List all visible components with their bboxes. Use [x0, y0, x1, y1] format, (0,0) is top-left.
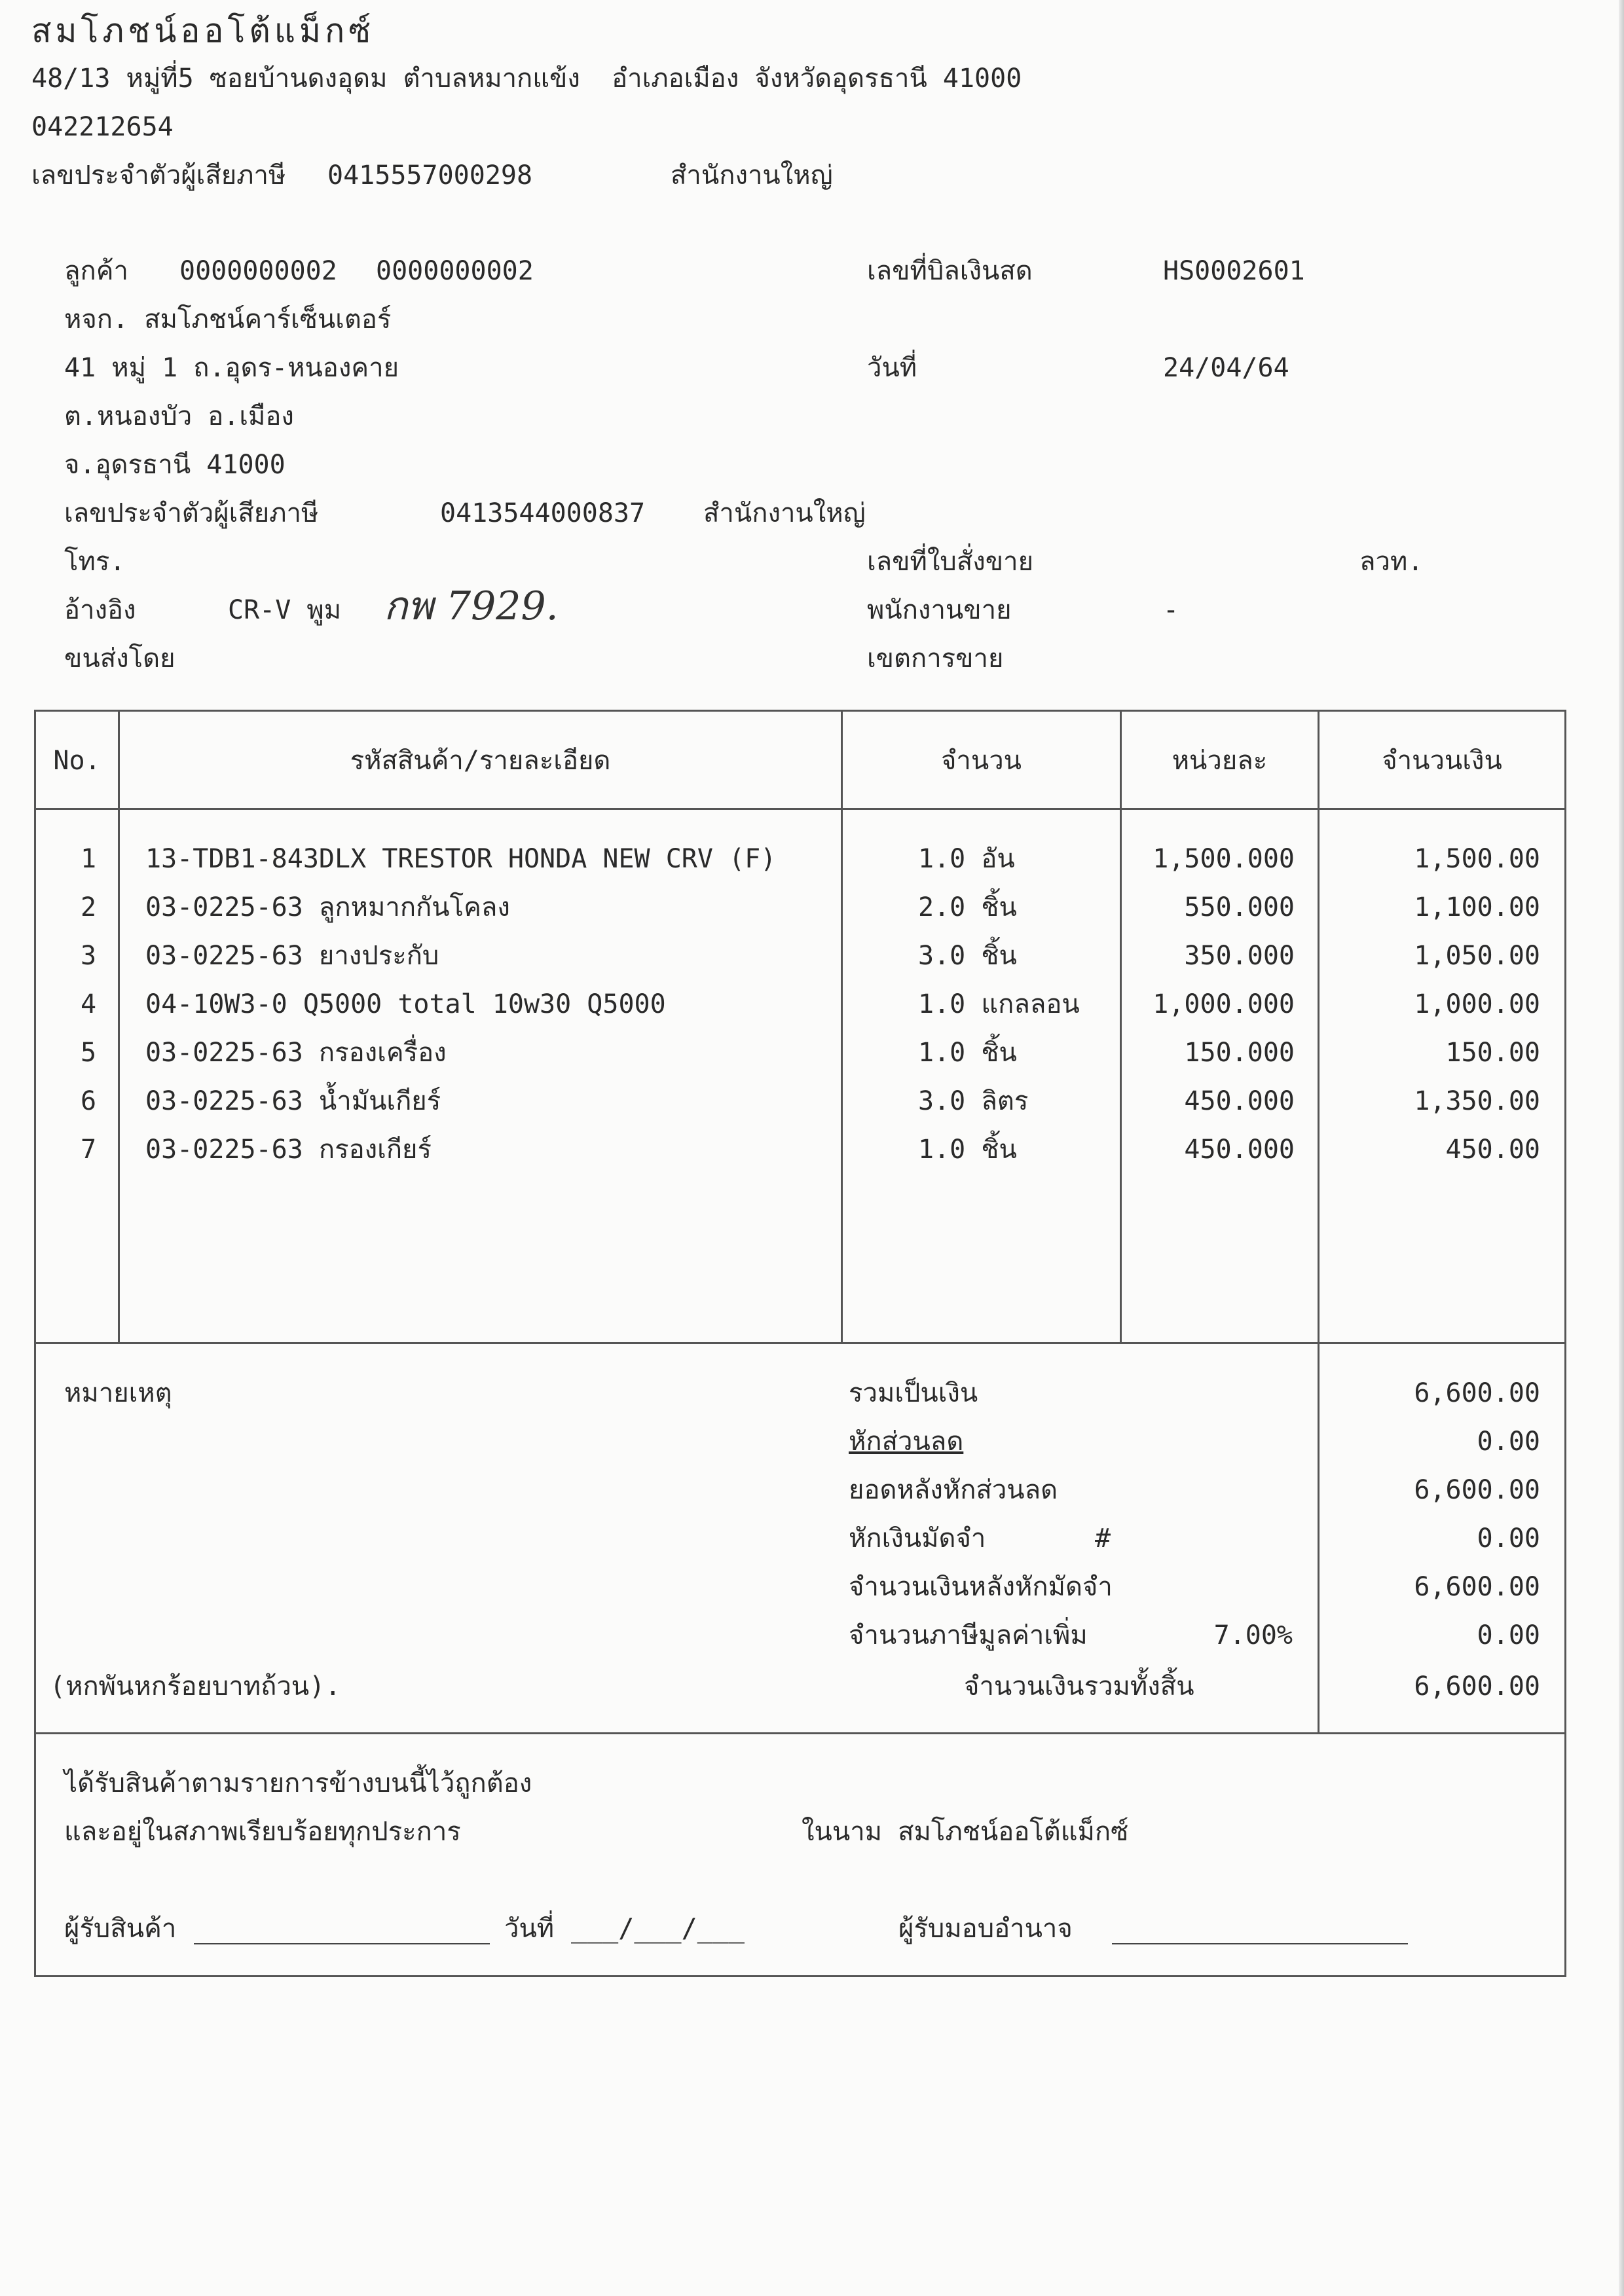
- col-divider-no: [118, 710, 120, 1342]
- customer-phone-label: โทร.: [64, 547, 126, 577]
- row-description: 03-0225-63 ยางประกับ: [145, 941, 439, 971]
- deposit-value: 0.00: [1477, 1523, 1540, 1554]
- table-header-divider: [34, 808, 1566, 810]
- header-quantity: จำนวน: [940, 746, 1022, 776]
- vat-rate: 7.00%: [1213, 1620, 1293, 1650]
- row-amount: 1,050.00: [1414, 941, 1540, 971]
- header-amount: จำนวนเงิน: [1382, 746, 1502, 776]
- authorized-signature-line: [1112, 1943, 1408, 1944]
- row-quantity: 3.0 ลิตร: [918, 1086, 1029, 1116]
- authorized-label: ผู้รับมอบอำนาจ: [898, 1914, 1073, 1944]
- sales-area-label: เขตการขาย: [867, 644, 1004, 674]
- row-description: 03-0225-63 กรองเครื่อง: [145, 1038, 447, 1068]
- scan-edge: [1619, 0, 1624, 2296]
- deposit-hash: #: [1095, 1523, 1111, 1554]
- customer-tax-label: เลขประจำตัวผู้เสียภาษี: [64, 498, 319, 528]
- after-deposit-value: 6,600.00: [1414, 1572, 1540, 1602]
- header-description: รหัสสินค้า/รายละเอียด: [350, 746, 611, 776]
- row-number: 4: [80, 989, 97, 1019]
- after-discount-value: 6,600.00: [1414, 1475, 1540, 1505]
- company-tax-id: 0415557000298: [327, 160, 533, 191]
- row-quantity: 1.0 อัน: [918, 844, 1015, 874]
- receiver-label: ผู้รับสินค้า: [64, 1914, 177, 1944]
- bill-number-label: เลขที่บิลเงินสด: [867, 256, 1033, 286]
- receipt-statement-1: ได้รับสินค้าตามรายการข้างบนนี้ไว้ถูกต้อง: [64, 1768, 532, 1798]
- customer-address-2: ต.หนองบัว อ.เมือง: [64, 401, 294, 431]
- row-number: 7: [80, 1135, 97, 1165]
- remarks-label: หมายเหตุ: [64, 1378, 172, 1408]
- row-number: 1: [80, 844, 97, 874]
- salesperson-value: -: [1163, 595, 1179, 625]
- row-unit-price: 450.000: [1184, 1086, 1295, 1116]
- salesperson-label: พนักงานขาย: [867, 595, 1012, 625]
- col-divider-qty: [1120, 710, 1122, 1342]
- company-name: สมโภชน์ออโต้แม็กซ์: [31, 12, 375, 50]
- company-branch: สำนักงานใหญ่: [671, 160, 833, 191]
- row-description: 03-0225-63 ลูกหมากกันโคลง: [145, 892, 510, 922]
- row-amount: 450.00: [1445, 1135, 1540, 1165]
- on-behalf-of: ในนาม สมโภชน์ออโต้แม็กซ์: [802, 1817, 1129, 1847]
- row-quantity: 1.0 ชิ้น: [918, 1038, 1017, 1068]
- customer-label: ลูกค้า: [64, 256, 128, 286]
- row-description: 03-0225-63 น้ำมันเกียร์: [145, 1086, 441, 1116]
- vat-value: 0.00: [1477, 1620, 1540, 1650]
- bill-date-label: วันที่: [867, 353, 917, 383]
- subtotal-value: 6,600.00: [1414, 1378, 1540, 1408]
- row-description: 03-0225-63 กรองเกียร์: [145, 1135, 432, 1165]
- row-amount: 1,000.00: [1414, 989, 1540, 1019]
- company-phone: 042212654: [31, 112, 174, 142]
- row-unit-price: 1,000.000: [1153, 989, 1295, 1019]
- customer-code: 0000000002: [179, 256, 337, 286]
- row-number: 6: [80, 1086, 97, 1116]
- customer-code-2: 0000000002: [376, 256, 534, 286]
- customer-address-3: จ.อุดรธานี 41000: [64, 450, 286, 480]
- company-tax-label: เลขประจำตัวผู้เสียภาษี: [31, 160, 286, 191]
- receipt-statement-2: และอยู่ในสภาพเรียบร้อยทุกประการ: [64, 1817, 461, 1847]
- row-number: 2: [80, 892, 97, 922]
- row-quantity: 1.0 ชิ้น: [918, 1135, 1017, 1165]
- header-no: No.: [53, 746, 101, 776]
- grand-total-value: 6,600.00: [1414, 1671, 1540, 1702]
- after-discount-label: ยอดหลังหักส่วนลด: [849, 1475, 1058, 1505]
- row-amount: 1,500.00: [1414, 844, 1540, 874]
- shipping-label: ขนส่งโดย: [64, 644, 175, 674]
- row-unit-price: 350.000: [1184, 941, 1295, 971]
- row-description: 13-TDB1-843DLX TRESTOR HONDA NEW CRV (F): [145, 844, 777, 874]
- row-description: 04-10W3-0 Q5000 total 10w30 Q5000: [145, 989, 666, 1019]
- receive-date-label: วันที่: [504, 1914, 555, 1944]
- row-quantity: 3.0 ชิ้น: [918, 941, 1017, 971]
- customer-name: หจก. สมโภชน์คาร์เซ็นเตอร์: [64, 304, 392, 335]
- row-quantity: 1.0 แกลลอน: [918, 989, 1080, 1019]
- amount-in-words: (หกพันหกร้อยบาทถ้วน).: [50, 1671, 341, 1702]
- discount-label: หักส่วนลด: [849, 1427, 964, 1457]
- row-quantity: 2.0 ชิ้น: [918, 892, 1017, 922]
- col-divider-desc: [841, 710, 843, 1342]
- row-amount: 1,100.00: [1414, 892, 1540, 922]
- deposit-label: หักเงินมัดจำ: [849, 1523, 986, 1554]
- bill-date: 24/04/64: [1163, 353, 1289, 383]
- reference-label: อ้างอิง: [64, 595, 136, 625]
- row-unit-price: 1,500.000: [1153, 844, 1295, 874]
- row-amount: 1,350.00: [1414, 1086, 1540, 1116]
- row-unit-price: 150.000: [1184, 1038, 1295, 1068]
- row-number: 3: [80, 941, 97, 971]
- company-address: 48/13 หมู่ที่5 ซอยบ้านดงอุดม ตำบลหมากแข้ง อำเภอเมือง จังหวัดอุดรธานี 41000: [31, 64, 1022, 94]
- after-deposit-label: จำนวนเงินหลังหักมัดจำ: [849, 1572, 1113, 1602]
- discount-value: 0.00: [1477, 1427, 1540, 1457]
- row-number: 5: [80, 1038, 97, 1068]
- footer-divider: [34, 1732, 1566, 1734]
- header-unit-price: หน่วยละ: [1172, 746, 1268, 776]
- sales-order-value: ลวท.: [1359, 547, 1424, 577]
- customer-branch: สำนักงานใหญ่: [703, 498, 866, 528]
- summary-divider: [34, 1342, 1566, 1344]
- reference-value: CR-V พูม: [228, 595, 342, 625]
- receiver-signature-line: [194, 1943, 490, 1944]
- customer-address-1: 41 หมู่ 1 ถ.อุดร-หนองคาย: [64, 353, 399, 383]
- row-unit-price: 450.000: [1184, 1135, 1295, 1165]
- sales-order-label: เลขที่ใบสั่งขาย: [867, 547, 1034, 577]
- subtotal-label: รวมเป็นเงิน: [849, 1378, 978, 1408]
- vat-label: จำนวนภาษีมูลค่าเพิ่ม: [849, 1620, 1088, 1650]
- row-unit-price: 550.000: [1184, 892, 1295, 922]
- grand-total-label: จำนวนเงินรวมทั้งสิ้น: [964, 1671, 1194, 1702]
- reference-handwritten: กพ 7929.: [384, 583, 559, 629]
- bill-number: HS0002601: [1163, 256, 1305, 286]
- receive-date-blank: ___/___/___: [571, 1914, 745, 1944]
- row-amount: 150.00: [1445, 1038, 1540, 1068]
- customer-tax-id: 0413544000837: [440, 498, 646, 528]
